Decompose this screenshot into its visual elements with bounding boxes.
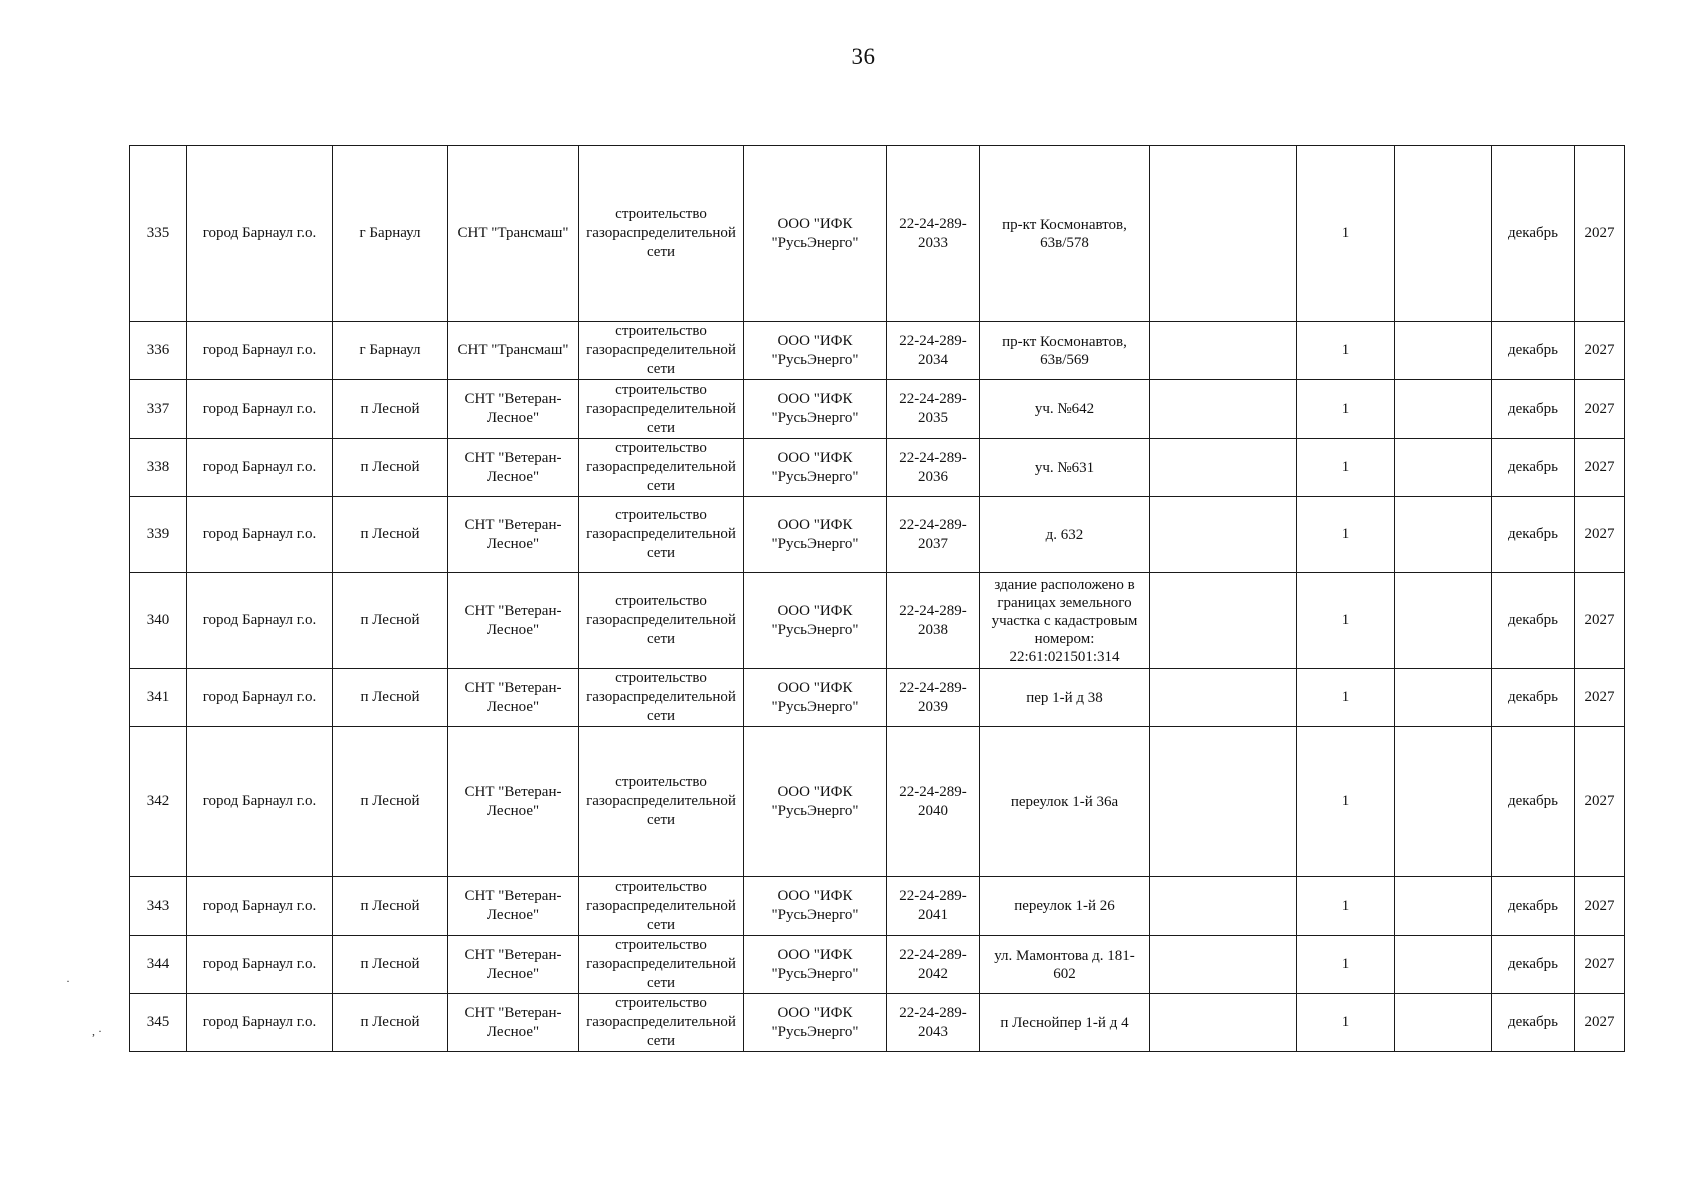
organization-cell: ООО "ИФК "РусьЭнерго" (744, 439, 887, 497)
month-cell: декабрь (1492, 877, 1575, 936)
empty-cell (1150, 669, 1297, 727)
code-cell: 22-24-289-2035 (887, 380, 980, 439)
municipality-cell: город Барнаул г.о. (187, 669, 333, 727)
table-row (130, 146, 1625, 322)
year-cell: 2027 (1575, 497, 1625, 573)
year-cell: 2027 (1575, 727, 1625, 877)
municipality-cell: город Барнаул г.о. (187, 380, 333, 439)
empty-cell (1395, 669, 1492, 727)
year-cell: 2027 (1575, 994, 1625, 1052)
organization-cell: ООО "ИФК "РусьЭнерго" (744, 146, 887, 322)
table-row (130, 497, 1625, 573)
work-type-cell: строительство газораспределительной сети (579, 877, 744, 936)
quantity-cell: 1 (1297, 877, 1395, 936)
empty-cell (1395, 877, 1492, 936)
empty-cell (1395, 146, 1492, 322)
year-cell: 2027 (1575, 146, 1625, 322)
row-number-cell: 335 (130, 146, 187, 322)
address-cell: уч. №631 (980, 439, 1150, 497)
municipality-cell: город Барнаул г.о. (187, 994, 333, 1052)
year-cell: 2027 (1575, 380, 1625, 439)
row-number-cell: 345 (130, 994, 187, 1052)
municipality-cell: город Барнаул г.о. (187, 936, 333, 994)
snt-cell: СНТ "Ветеран-Лесное" (448, 669, 579, 727)
empty-cell (1395, 994, 1492, 1052)
code-cell: 22-24-289-2042 (887, 936, 980, 994)
quantity-cell: 1 (1297, 727, 1395, 877)
municipality-cell: город Барнаул г.о. (187, 322, 333, 380)
municipality-cell: город Барнаул г.о. (187, 146, 333, 322)
work-type-cell: строительство газораспределительной сети (579, 322, 744, 380)
settlement-cell: п Лесной (333, 439, 448, 497)
code-cell: 22-24-289-2043 (887, 994, 980, 1052)
address-cell: д. 632 (980, 497, 1150, 573)
municipality-cell: город Барнаул г.о. (187, 573, 333, 669)
empty-cell (1150, 936, 1297, 994)
work-type-cell: строительство газораспределительной сети (579, 439, 744, 497)
empty-cell (1395, 727, 1492, 877)
settlement-cell: г Барнаул (333, 322, 448, 380)
empty-cell (1150, 497, 1297, 573)
address-cell: уч. №642 (980, 380, 1150, 439)
code-cell: 22-24-289-2039 (887, 669, 980, 727)
register-table (129, 145, 1625, 1052)
row-number-cell: 342 (130, 727, 187, 877)
month-cell: декабрь (1492, 497, 1575, 573)
row-number-cell: 339 (130, 497, 187, 573)
table-row (130, 439, 1625, 497)
month-cell: декабрь (1492, 322, 1575, 380)
organization-cell: ООО "ИФК "РусьЭнерго" (744, 497, 887, 573)
work-type-cell: строительство газораспределительной сети (579, 727, 744, 877)
row-number-cell: 341 (130, 669, 187, 727)
empty-cell (1395, 573, 1492, 669)
snt-cell: СНТ "Ветеран-Лесное" (448, 994, 579, 1052)
empty-cell (1150, 146, 1297, 322)
settlement-cell: п Лесной (333, 994, 448, 1052)
code-cell: 22-24-289-2040 (887, 727, 980, 877)
work-type-cell: строительство газораспределительной сети (579, 146, 744, 322)
empty-cell (1150, 380, 1297, 439)
settlement-cell: п Лесной (333, 380, 448, 439)
settlement-cell: п Лесной (333, 573, 448, 669)
month-cell: декабрь (1492, 727, 1575, 877)
empty-cell (1395, 439, 1492, 497)
register-body (130, 146, 1625, 1052)
row-number-cell: 344 (130, 936, 187, 994)
empty-cell (1150, 573, 1297, 669)
table-row (130, 936, 1625, 994)
table-row (130, 877, 1625, 936)
address-cell: переулок 1-й 36а (980, 727, 1150, 877)
address-cell: п Леснойпер 1-й д 4 (980, 994, 1150, 1052)
table-row (130, 322, 1625, 380)
quantity-cell: 1 (1297, 146, 1395, 322)
year-cell: 2027 (1575, 877, 1625, 936)
organization-cell: ООО "ИФК "РусьЭнерго" (744, 936, 887, 994)
municipality-cell: город Барнаул г.о. (187, 497, 333, 573)
municipality-cell: город Барнаул г.о. (187, 439, 333, 497)
year-cell: 2027 (1575, 936, 1625, 994)
work-type-cell: строительство газораспределительной сети (579, 669, 744, 727)
snt-cell: СНТ "Трансмаш" (448, 322, 579, 380)
organization-cell: ООО "ИФК "РусьЭнерго" (744, 380, 887, 439)
snt-cell: СНТ "Ветеран-Лесное" (448, 497, 579, 573)
empty-cell (1150, 727, 1297, 877)
work-type-cell: строительство газораспределительной сети (579, 497, 744, 573)
organization-cell: ООО "ИФК "РусьЭнерго" (744, 994, 887, 1052)
settlement-cell: п Лесной (333, 669, 448, 727)
organization-cell: ООО "ИФК "РусьЭнерго" (744, 322, 887, 380)
address-cell: ул. Мамонтова д. 181-602 (980, 936, 1150, 994)
empty-cell (1395, 497, 1492, 573)
settlement-cell: п Лесной (333, 936, 448, 994)
code-cell: 22-24-289-2034 (887, 322, 980, 380)
address-cell: пер 1-й д 38 (980, 669, 1150, 727)
row-number-cell: 343 (130, 877, 187, 936)
year-cell: 2027 (1575, 439, 1625, 497)
snt-cell: СНТ "Ветеран-Лесное" (448, 727, 579, 877)
quantity-cell: 1 (1297, 497, 1395, 573)
settlement-cell: п Лесной (333, 727, 448, 877)
scan-mark: · (66, 974, 70, 988)
address-cell: переулок 1-й 26 (980, 877, 1150, 936)
month-cell: декабрь (1492, 936, 1575, 994)
settlement-cell: г Барнаул (333, 146, 448, 322)
work-type-cell: строительство газораспределительной сети (579, 936, 744, 994)
table-row (130, 380, 1625, 439)
row-number-cell: 338 (130, 439, 187, 497)
scan-mark: , · (92, 1024, 102, 1038)
page-number: 36 (851, 44, 876, 69)
quantity-cell: 1 (1297, 669, 1395, 727)
organization-cell: ООО "ИФК "РусьЭнерго" (744, 669, 887, 727)
snt-cell: СНТ "Ветеран-Лесное" (448, 573, 579, 669)
municipality-cell: город Барнаул г.о. (187, 877, 333, 936)
quantity-cell: 1 (1297, 994, 1395, 1052)
code-cell: 22-24-289-2033 (887, 146, 980, 322)
year-cell: 2027 (1575, 669, 1625, 727)
empty-cell (1395, 936, 1492, 994)
empty-cell (1150, 994, 1297, 1052)
year-cell: 2027 (1575, 573, 1625, 669)
settlement-cell: п Лесной (333, 497, 448, 573)
month-cell: декабрь (1492, 146, 1575, 322)
row-number-cell: 337 (130, 380, 187, 439)
snt-cell: СНТ "Ветеран-Лесное" (448, 439, 579, 497)
address-cell: пр-кт Космонавтов, 63в/578 (980, 146, 1150, 322)
table-row (130, 994, 1625, 1052)
year-cell: 2027 (1575, 322, 1625, 380)
month-cell: декабрь (1492, 573, 1575, 669)
row-number-cell: 336 (130, 322, 187, 380)
municipality-cell: город Барнаул г.о. (187, 727, 333, 877)
row-number-cell: 340 (130, 573, 187, 669)
table-row (130, 669, 1625, 727)
settlement-cell: п Лесной (333, 877, 448, 936)
code-cell: 22-24-289-2037 (887, 497, 980, 573)
organization-cell: ООО "ИФК "РусьЭнерго" (744, 727, 887, 877)
quantity-cell: 1 (1297, 380, 1395, 439)
table-row (130, 573, 1625, 669)
snt-cell: СНТ "Ветеран-Лесное" (448, 936, 579, 994)
empty-cell (1150, 322, 1297, 380)
work-type-cell: строительство газораспределительной сети (579, 380, 744, 439)
code-cell: 22-24-289-2041 (887, 877, 980, 936)
quantity-cell: 1 (1297, 573, 1395, 669)
address-cell: здание расположено в границах земельного участка с кадастровым номером: 22:61:021501:314 (980, 573, 1150, 669)
empty-cell (1395, 380, 1492, 439)
snt-cell: СНТ "Трансмаш" (448, 146, 579, 322)
quantity-cell: 1 (1297, 439, 1395, 497)
organization-cell: ООО "ИФК "РусьЭнерго" (744, 573, 887, 669)
snt-cell: СНТ "Ветеран-Лесное" (448, 380, 579, 439)
snt-cell: СНТ "Ветеран-Лесное" (448, 877, 579, 936)
quantity-cell: 1 (1297, 936, 1395, 994)
month-cell: декабрь (1492, 669, 1575, 727)
quantity-cell: 1 (1297, 322, 1395, 380)
code-cell: 22-24-289-2038 (887, 573, 980, 669)
address-cell: пр-кт Космонавтов, 63в/569 (980, 322, 1150, 380)
work-type-cell: строительство газораспределительной сети (579, 994, 744, 1052)
table-row (130, 727, 1625, 877)
month-cell: декабрь (1492, 439, 1575, 497)
organization-cell: ООО "ИФК "РусьЭнерго" (744, 877, 887, 936)
empty-cell (1150, 877, 1297, 936)
work-type-cell: строительство газораспределительной сети (579, 573, 744, 669)
month-cell: декабрь (1492, 994, 1575, 1052)
code-cell: 22-24-289-2036 (887, 439, 980, 497)
month-cell: декабрь (1492, 380, 1575, 439)
empty-cell (1395, 322, 1492, 380)
empty-cell (1150, 439, 1297, 497)
